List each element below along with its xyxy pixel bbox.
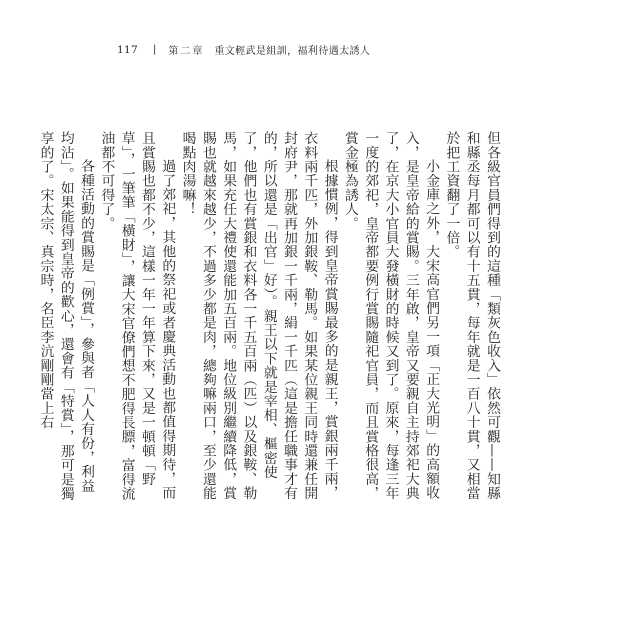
paragraph: 根據慣例，得到皇帝賞賜最多的是親王，賞銀兩千兩，衣料兩千匹，外加銀鞍、勒馬。如果某位親王同時還兼任開封府尹，那就再加銀一千兩，絹一千匹（這是擔任職事才有的，所以還是「出官」好）。親王以下就是宰相、樞密使了，他們也有賞銀和衣料各一千五百兩（匹）以及銀鞍、勒馬，如果充任大禮使還能加五百兩。地位級別繼續降低，賞賜也就越來越少，不過多少都是肉，總夠嘛兩口，至少還能喝點肉湯嘛！ [179, 131, 338, 501]
chapter-label: 第二章 [168, 46, 205, 57]
chapter-title: 重文輕武是組訓，福利待遇太誘人 [214, 46, 371, 57]
body-text [37, 131, 502, 501]
page-number: 117 [117, 43, 138, 56]
paragraph: 過了郊祀，其他的祭祀或者慶典活動也都值得期待，而且賞賜也都不少，這樣一年一年算下來，又是一頓頓「野草」，一筆筆「橫財」，讓大宋官僚們想不肥得長膘，富得流油都不可得了。 [98, 131, 176, 501]
paragraph: 小金庫之外，大宋高官們另一項「正大光明」的高額收入，是皇帝給的賞賜。三年啟，皇帝又要親自主持郊祀大典了，在京大小官員大發橫財的時候又到了。原來，每逢三年一度的郊祀，皇帝都要例行賞賜隨祀官員，而且賞格很高，賞金極為誘人。 [341, 131, 440, 501]
header-separator: | [152, 44, 157, 55]
paragraph: 各種活動的賞賜是「例賞」，參與者「人人有份，利益均沾」。如果能得到皇帝的歡心，還會有「特賞」，那可是獨享的了。宋太宗、真宗時，名臣李沆剛剛當上右 [37, 131, 95, 501]
running-header [117, 42, 370, 57]
paragraph: 但各級官員們得到的這種「類灰色收入」依然可觀——知縣和縣丞每月都可以有十五貫，每年就是一百八十貫，又相當於把工資翻了一倍。 [443, 131, 500, 501]
